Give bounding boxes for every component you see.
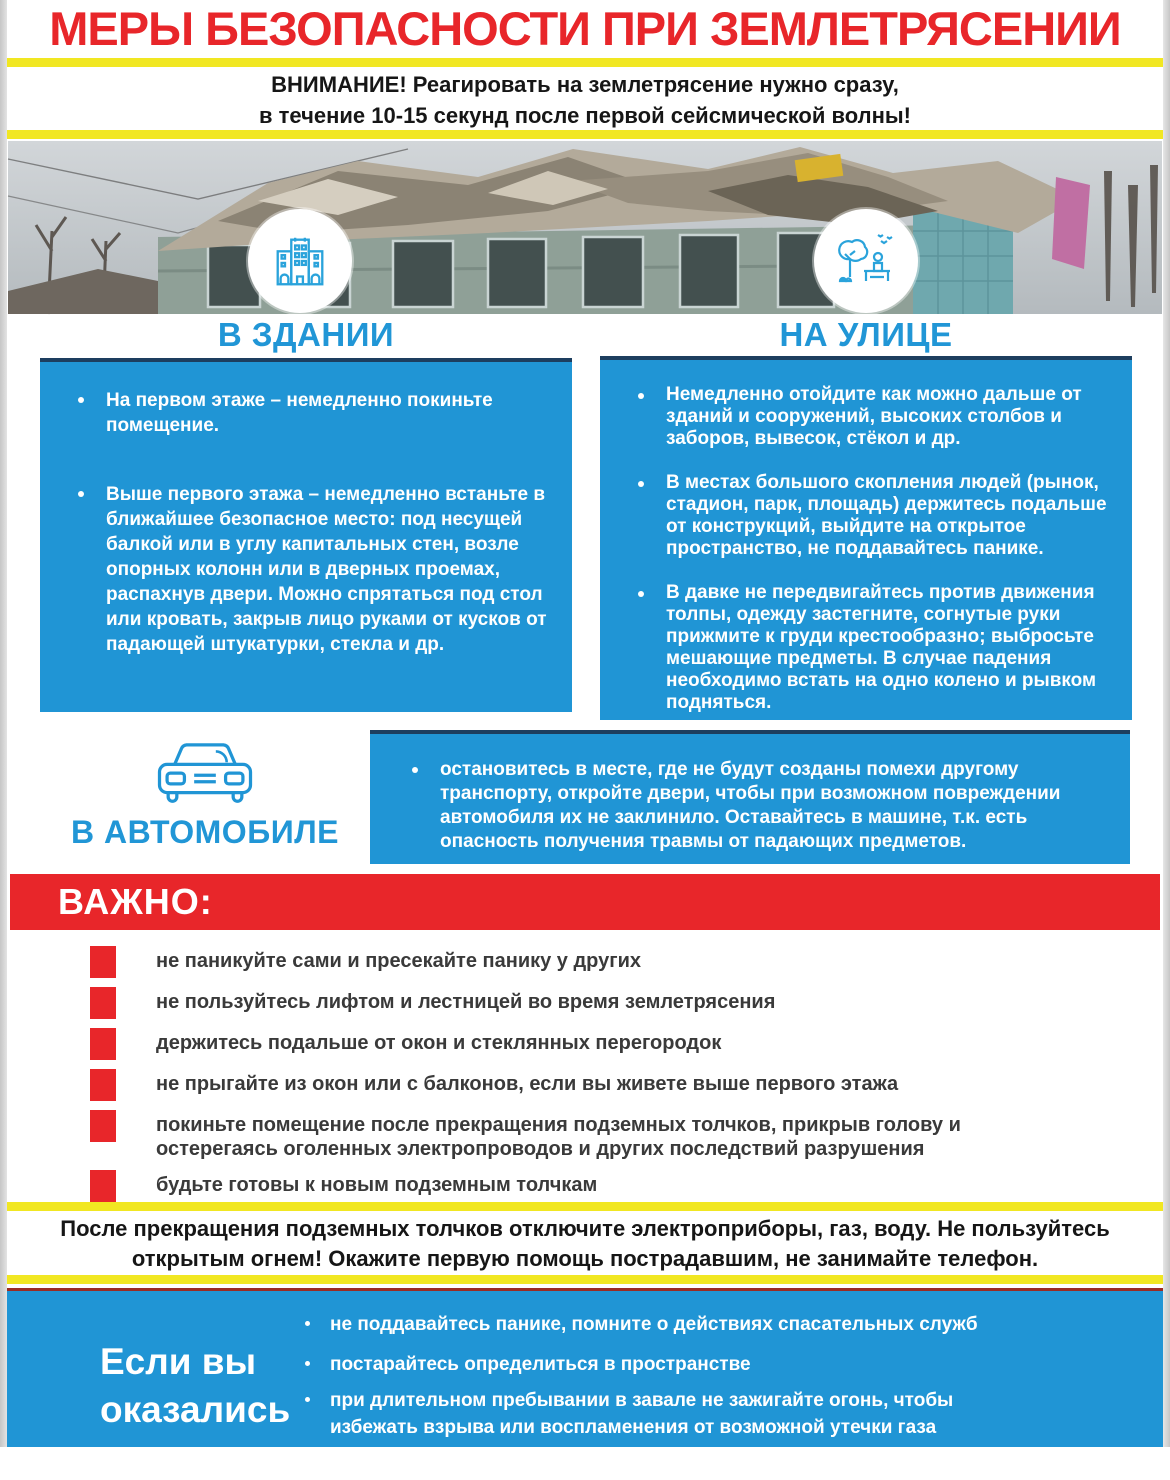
yellow-divider — [0, 58, 1170, 67]
in-car-box — [370, 730, 1130, 864]
trapped-bullet-2: постарайтесь определиться в пространстве — [330, 1354, 751, 1375]
trapped-bullet-3: при длительном пребывании в завале не зажигайте огонь, чтобы избежать взрыва или воспламенения от возможной утечки газа — [330, 1390, 954, 1438]
important-item-6: будьте готовы к новым подземным толчкам — [156, 1174, 598, 1196]
attention-line-1: ВНИМАНИЕ! Реагировать на землетрясение нужно сразу, — [271, 72, 899, 97]
bullet-dot — [78, 491, 84, 497]
important-banner — [10, 874, 1160, 930]
list-item — [620, 384, 1110, 450]
list-item — [620, 472, 1110, 560]
aftershock-note-line-2: открытым огнем! Окажите первую помощь пострадавшим, не занимайте телефон. — [131, 1246, 1039, 1271]
important-item-2: не пользуйтесь лифтом и лестницей во время землетрясения — [156, 991, 776, 1013]
yellow-divider — [0, 1202, 1170, 1211]
bullet-dot — [305, 1397, 310, 1402]
bullet-dot — [638, 393, 644, 399]
on-street-box — [600, 356, 1132, 720]
street-bullet-2: В местах большого скопления людей (рынок, стадион, парк, площадь) держитесь подальше от конструкций, выйдите на открытое пространство, не поддавайтесь панике. — [666, 472, 1107, 559]
list-item — [0, 946, 1170, 978]
trapped-section — [0, 1288, 1170, 1479]
bullet-dot — [412, 767, 418, 773]
street-bullet-3: В давке не передвигайтесь против движения толпы, одежду застегните, согнутые руки прижмите к груди крестообразно; выбросьте мешающие предметы. В случае падения необходимо встать на одно колено и рывком подняться. — [666, 582, 1097, 713]
yellow-divider — [0, 1275, 1170, 1284]
attention-line-2: в течение 10-15 секунд после первой сейсмической волны! — [259, 103, 911, 128]
important-item-4: не прыгайте из окон или с балконов, если вы живете выше первого этажа — [156, 1073, 899, 1095]
red-square-marker — [90, 987, 116, 1019]
important-item-3: держитесь подальше от окон и стеклянных перегородок — [156, 1032, 722, 1054]
bullet-dot — [305, 1321, 310, 1326]
bullet-dot — [638, 481, 644, 487]
page-title: МЕРЫ БЕЗОПАСНОСТИ ПРИ ЗЕМЛЕТРЯСЕНИИ — [49, 2, 1121, 55]
bullet-dot — [638, 591, 644, 597]
park-icon-circle — [814, 209, 918, 313]
list-item — [0, 1028, 1170, 1060]
list-item — [0, 987, 1170, 1019]
car-bullet-1: остановитесь в месте, где не будут созданы помехи другому транспорту, откройте двери, чтобы при возможном повреждении автомобиля их не заклинило. Оставайтесь в машине, т.к. есть опасность получения травмы от падающих предметов. — [440, 759, 1061, 852]
building-bullet-1: На первом этаже – немедленно покиньте помещение. — [106, 390, 493, 436]
list-item — [60, 388, 548, 438]
in-building-box — [40, 358, 572, 712]
title-band — [0, 0, 1170, 57]
park-icon — [834, 229, 898, 293]
red-square-marker — [90, 1028, 116, 1060]
left-edge-strip — [0, 0, 7, 1447]
street-bullet-1: Немедленно отойдите как можно дальше от зданий и сооружений, высоких столбов и заборов, вывесок, стёкол и др. — [666, 384, 1082, 449]
rubble-scene — [8, 141, 1162, 314]
heading-on-street: НА УЛИЦЕ — [779, 316, 953, 353]
important-list — [0, 932, 1170, 1211]
list-item — [0, 1069, 1170, 1101]
trapped-label-line-3: в завале — [100, 1438, 258, 1479]
destroyed-building-photo — [8, 141, 1162, 314]
list-item — [394, 758, 1100, 854]
list-item — [305, 1351, 751, 1378]
aftershock-note — [0, 1214, 1170, 1274]
trapped-label-line-2: оказались — [100, 1389, 291, 1430]
list-item — [305, 1387, 1040, 1441]
list-item — [0, 1170, 1170, 1202]
heading-in-building: В ЗДАНИИ — [217, 316, 395, 353]
important-item-1: не паникуйте сами и пресекайте панику у других — [156, 950, 641, 972]
yellow-divider — [0, 130, 1170, 139]
important-heading: ВАЖНО: — [58, 881, 213, 922]
building-icon-circle — [248, 209, 352, 313]
red-square-marker — [90, 946, 116, 978]
heading-in-car: В АВТОМОБИЛЕ — [71, 814, 339, 850]
bullet-dot — [305, 1361, 310, 1366]
important-item-5: покиньте помещение после прекращения подземных толчков, прикрыв голову и остерегаясь оголенных электропроводов и других последствий разрушения — [156, 1114, 961, 1160]
building-bullet-2: Выше первого этажа – немедленно встаньте в ближайшее безопасное место: под несущей балкой или в углу капитальных стен, возле опорных колонн или в дверных проемах, распахнув двери. Можно спрятаться под стол или кровать, закрыв лицо руками от кусков от падающей штукатурки, стекла и др. — [106, 484, 547, 655]
attention-note — [0, 69, 1170, 131]
list-item — [60, 482, 548, 657]
aftershock-note-line-1: После прекращения подземных толчков отключите электроприборы, газ, воду. Не пользуйтесь — [60, 1216, 1110, 1241]
red-square-marker — [90, 1069, 116, 1101]
trapped-bullet-1: не поддавайтесь панике, помните о действиях спасательных служб — [330, 1314, 978, 1335]
right-edge-strip — [1163, 0, 1170, 1447]
trapped-label-line-1: Если вы — [100, 1341, 257, 1382]
list-item — [305, 1311, 978, 1338]
list-item — [0, 1110, 1170, 1161]
list-item — [620, 582, 1110, 714]
bullet-dot — [78, 397, 84, 403]
red-square-marker — [90, 1110, 116, 1142]
in-car-label — [40, 736, 370, 851]
red-square-marker — [90, 1170, 116, 1202]
car-icon — [153, 736, 257, 808]
building-icon — [269, 230, 331, 292]
